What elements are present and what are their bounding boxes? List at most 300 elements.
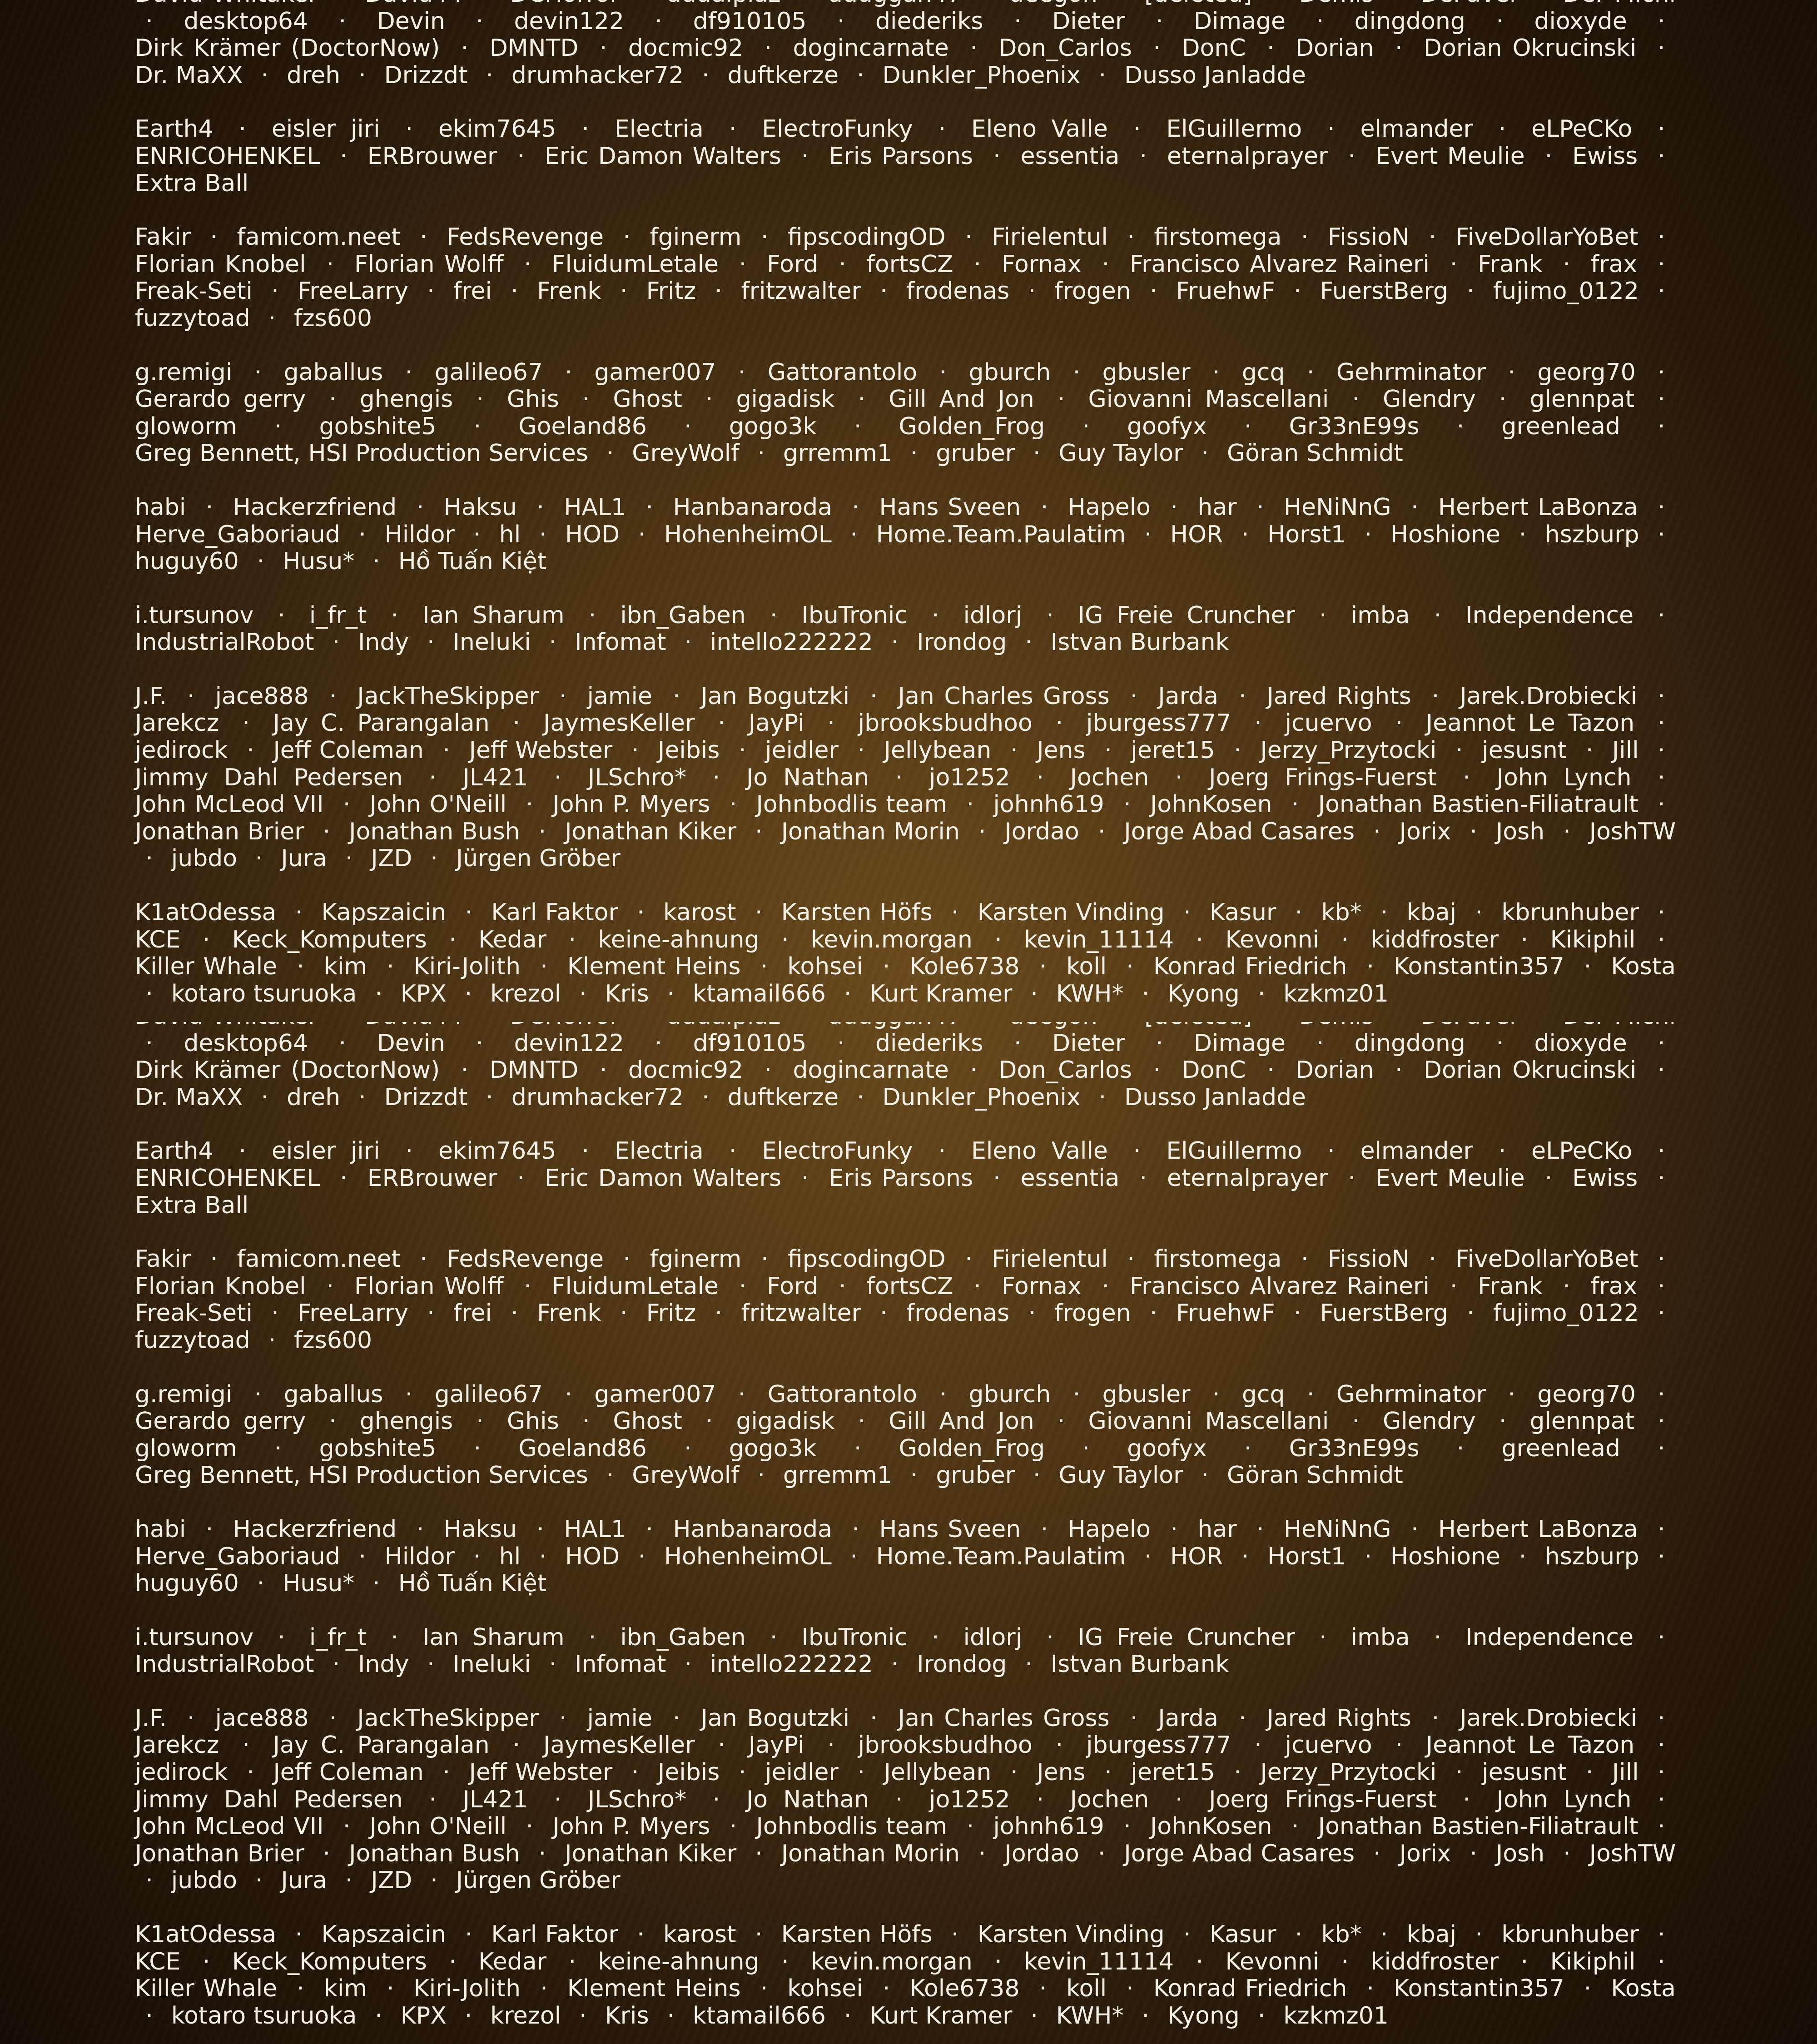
credit-name: jesusnt <box>1482 737 1567 764</box>
separator-dot: · <box>1330 926 1359 953</box>
credit-name: goofyx <box>1127 1435 1207 1462</box>
separator-dot: · <box>1072 1435 1100 1462</box>
credit-name: hl <box>499 521 521 548</box>
credit-name: intello222222 <box>710 629 873 656</box>
separator-dot: · <box>1142 35 1171 62</box>
credit-name: Kedar <box>478 926 546 953</box>
credit-name: Kris <box>605 980 649 1007</box>
separator-dot: · <box>1119 1705 1148 1732</box>
separator-dot: · <box>1003 8 1032 35</box>
separator-dot: · <box>1129 143 1157 170</box>
credit-name: FedsRevenge <box>447 1245 604 1273</box>
credit-name: jamie <box>587 683 652 710</box>
separator-dot: · <box>1647 8 1676 35</box>
separator-dot: · <box>728 251 757 278</box>
separator-dot: · <box>834 2002 862 2029</box>
credit-name: Florian Wolff <box>354 251 504 278</box>
credit-name: J.F. <box>135 683 167 710</box>
credit-name: Jeff Webster <box>469 1759 613 1786</box>
credit-name: kb* <box>1321 899 1361 926</box>
credit-name: Karsten Höfs <box>781 899 933 926</box>
credit-name: FreeLarry <box>298 1300 408 1327</box>
credit-name: Hồ Tuấn Kiệt <box>398 548 547 575</box>
separator-dot: · <box>1028 953 1057 980</box>
credit-name: Jan Charles Gross <box>898 683 1110 710</box>
separator-dot: · <box>376 1975 405 2002</box>
credit-name: gcq <box>1242 359 1285 386</box>
credit-name: John P. Myers <box>552 1813 710 1840</box>
credit-name: kbaj <box>1407 899 1456 926</box>
separator-dot: · <box>1647 1273 1676 1300</box>
credit-name: FruehwF <box>1176 278 1275 305</box>
separator-dot: · <box>284 899 313 926</box>
credit-name: ElectroFunky <box>762 115 913 143</box>
separator-dot: · <box>1647 764 1676 791</box>
credit-name: jo1252 <box>929 764 1010 791</box>
separator-dot: · <box>828 251 857 278</box>
credit-name: Jared Rights <box>1267 1705 1411 1732</box>
credit-name: KCE <box>135 926 180 953</box>
credit-name: famicom.neet <box>237 1245 401 1273</box>
credit-name: Hồ Tuấn Kiệt <box>398 1570 547 1597</box>
separator-dot: · <box>246 548 275 575</box>
credit-name: Jan Bogutzki <box>701 1705 850 1732</box>
separator-dot: · <box>1647 1543 1676 1570</box>
credit-name: Jochen <box>1070 764 1149 791</box>
separator-dot: · <box>1173 1921 1201 1948</box>
separator-dot: · <box>846 62 875 89</box>
credit-name: keine-ahnung <box>598 926 760 953</box>
credit-name: har <box>1197 1516 1236 1543</box>
credit-name: Jeff Coleman <box>273 1759 423 1786</box>
separator-dot: · <box>1062 359 1091 386</box>
separator-dot: · <box>395 115 423 143</box>
credit-name: Electria <box>615 1137 704 1165</box>
separator-dot: · <box>1647 1786 1676 1813</box>
separator-dot: · <box>528 1840 556 1867</box>
separator-dot: · <box>1465 899 1493 926</box>
separator-dot: · <box>1508 521 1537 548</box>
separator-dot: · <box>1647 223 1676 251</box>
credit-name: JLSchro* <box>588 1786 686 1813</box>
credit-name: Ineluki <box>453 629 531 656</box>
separator-dot: · <box>1000 737 1028 764</box>
credit-name: Don_Carlos <box>998 35 1132 62</box>
credit-name: JaymesKeller <box>543 709 695 737</box>
separator-dot: · <box>747 440 775 467</box>
credit-name: kotaro tsuruoka <box>171 980 357 1007</box>
credit-name: FiveDollarYoBet <box>1456 223 1638 251</box>
separator-dot: · <box>1244 1731 1272 1759</box>
separator-dot: · <box>228 1137 257 1165</box>
separator-dot: · <box>1647 143 1676 170</box>
credit-name: dioxyde <box>1534 8 1627 35</box>
separator-dot: · <box>362 1570 391 1597</box>
credit-name: df910105 <box>693 1030 807 1057</box>
credit-name: FissioN <box>1328 223 1410 251</box>
credit-name: Klement Heins <box>567 953 741 980</box>
separator-dot: · <box>526 494 555 521</box>
credit-name: koll <box>1066 1975 1107 2002</box>
credit-name: Don_Carlos <box>998 1057 1132 1084</box>
credit-name: Ewiss <box>1572 143 1638 170</box>
separator-dot: · <box>589 35 617 62</box>
separator-dot: · <box>329 1165 358 1192</box>
credit-name: JL421 <box>463 764 528 791</box>
separator-dot: · <box>312 1840 341 1867</box>
separator-dot: · <box>817 1731 845 1759</box>
separator-dot: · <box>1418 1245 1447 1273</box>
separator-dot: · <box>543 1786 572 1813</box>
credit-name: devin122 <box>514 8 624 35</box>
credit-name: georg70 <box>1537 359 1635 386</box>
credit-name: Florian Wolff <box>354 1273 504 1300</box>
credit-name: Freak-Seti <box>135 1300 253 1327</box>
separator-dot: · <box>1647 709 1676 737</box>
separator-dot: · <box>1553 818 1581 845</box>
credit-name: Kedar <box>478 1948 546 1975</box>
separator-dot: · <box>1094 737 1122 764</box>
credit-name: Kiri-Jolith <box>414 953 521 980</box>
separator-dot: · <box>1003 1030 1032 1057</box>
separator-dot: · <box>750 223 779 251</box>
separator-dot: · <box>454 2002 482 2029</box>
credit-name: jo1252 <box>929 1786 1010 1813</box>
separator-dot: · <box>286 953 315 980</box>
credit-name: Fritz <box>646 1300 696 1327</box>
credit-name: Jan Charles Gross <box>898 1705 1110 1732</box>
separator-dot: · <box>928 1137 956 1165</box>
credit-name: Horst1 <box>1267 521 1346 548</box>
credit-name: fortsCZ <box>867 251 953 278</box>
separator-dot: · <box>1341 386 1370 413</box>
separator-dot: · <box>1439 251 1468 278</box>
separator-dot: · <box>1534 1165 1563 1192</box>
credit-name: Irondog <box>917 1651 1007 1678</box>
credit-name: Jarek.Drobiecki <box>1460 1705 1637 1732</box>
credit-name: jace888 <box>215 1705 309 1732</box>
separator-dot: · <box>1122 1137 1151 1165</box>
separator-dot: · <box>612 223 641 251</box>
separator-dot: · <box>409 1245 438 1273</box>
separator-dot: · <box>847 386 876 413</box>
separator-dot: · <box>1330 1948 1359 1975</box>
credit-name: Dieter <box>1052 1030 1125 1057</box>
separator-dot: · <box>1647 737 1676 764</box>
separator-dot: · <box>1284 899 1313 926</box>
separator-dot: · <box>558 1948 586 1975</box>
credit-name: HeNiNnG <box>1284 1516 1391 1543</box>
separator-dot: · <box>332 1813 361 1840</box>
separator-dot: · <box>656 2002 685 2029</box>
separator-dot: · <box>318 683 347 710</box>
credit-name: Keck_Komputers <box>232 926 427 953</box>
separator-dot: · <box>702 1786 730 1813</box>
credit-name: Hoshione <box>1390 1543 1500 1570</box>
separator-dot: · <box>1185 926 1214 953</box>
credit-name: greenlead <box>1501 413 1620 440</box>
separator-dot: · <box>1020 980 1048 1007</box>
credit-name: Jens <box>1037 737 1085 764</box>
separator-dot: · <box>409 223 438 251</box>
credit-name: Evert Meulie <box>1375 143 1525 170</box>
separator-dot: · <box>662 683 691 710</box>
credit-name: Kole6738 <box>909 1975 1019 2002</box>
separator-dot: · <box>928 115 956 143</box>
credit-name: Electria <box>615 115 704 143</box>
credit-name: Kevonni <box>1226 926 1319 953</box>
separator-dot: · <box>941 1921 969 1948</box>
separator-dot: · <box>1091 1273 1120 1300</box>
separator-dot: · <box>747 1462 775 1489</box>
credit-name: Jonathan Kiker <box>565 818 736 845</box>
separator-dot: · <box>432 737 461 764</box>
separator-dot: · <box>1131 980 1160 1007</box>
separator-dot: · <box>1647 115 1676 143</box>
separator-dot: · <box>941 899 969 926</box>
credit-name: HAL1 <box>564 494 626 521</box>
credit-name: jeret15 <box>1131 737 1215 764</box>
separator-dot: · <box>1459 1840 1488 1867</box>
credit-name: Jonathan Morin <box>781 818 960 845</box>
credit-name: frogen <box>1054 1300 1131 1327</box>
credit-name: Kasur <box>1210 899 1276 926</box>
credit-name: ghengis <box>360 386 453 413</box>
credit-name: Göran Schmidt <box>1227 440 1403 467</box>
separator-dot: · <box>718 1137 747 1165</box>
separator-dot: · <box>1173 899 1201 926</box>
separator-dot: · <box>1165 1786 1193 1813</box>
separator-dot: · <box>195 1516 223 1543</box>
separator-dot: · <box>727 1381 756 1408</box>
separator-dot: · <box>1087 1840 1116 1867</box>
separator-dot: · <box>571 386 600 413</box>
separator-dot: · <box>984 1948 1013 1975</box>
credit-name: Jared Rights <box>1267 683 1411 710</box>
credit-name: Kapszaicin <box>322 899 447 926</box>
separator-dot: · <box>538 1651 567 1678</box>
credit-name: Gerardo gerry <box>135 386 306 413</box>
separator-dot: · <box>963 1273 992 1300</box>
credit-name: Golden_Frog <box>899 1435 1045 1462</box>
separator-dot: · <box>135 1867 164 1894</box>
separator-dot: · <box>1283 1300 1312 1327</box>
credit-name: ENRICOHENKEL <box>135 143 320 170</box>
credit-name: Jochen <box>1070 1786 1149 1813</box>
credit-name: Frank <box>1478 251 1542 278</box>
separator-dot: · <box>362 548 391 575</box>
credit-name: Devin <box>377 1030 445 1057</box>
separator-dot: · <box>549 1705 577 1732</box>
separator-dot: · <box>528 521 557 548</box>
separator-dot: · <box>674 1651 702 1678</box>
separator-dot: · <box>1026 1786 1054 1813</box>
separator-dot: · <box>1030 494 1058 521</box>
credit-name: Giovanni Mascellani <box>1088 386 1329 413</box>
credit-name: Gattorantolo <box>768 359 917 386</box>
credit-name: jburgess777 <box>1086 1731 1231 1759</box>
credit-name: Goeland86 <box>518 413 647 440</box>
credit-name: Firielentul <box>992 223 1108 251</box>
credit-name: keine-ahnung <box>598 1948 760 1975</box>
separator-dot: · <box>728 1273 757 1300</box>
separator-dot: · <box>530 1975 558 2002</box>
credit-name: KCE <box>135 1948 180 1975</box>
separator-dot: · <box>1647 1624 1676 1651</box>
separator-dot: · <box>1488 1137 1516 1165</box>
credit-name: Jonathan Kiker <box>565 1840 736 1867</box>
credit-name: fginerm <box>650 223 742 251</box>
credit-name: ElectroFunky <box>762 1137 913 1165</box>
separator-dot: · <box>135 845 164 872</box>
separator-dot: · <box>1223 737 1252 764</box>
separator-dot: · <box>506 1165 535 1192</box>
separator-dot: · <box>418 764 447 791</box>
separator-dot: · <box>192 926 220 953</box>
separator-dot: · <box>1231 521 1260 548</box>
separator-dot: · <box>1088 62 1117 89</box>
separator-dot: · <box>1131 2002 1160 2029</box>
separator-dot: · <box>513 1273 542 1300</box>
credit-name: John O'Neill <box>370 1813 506 1840</box>
credit-name: Jorix <box>1400 818 1451 845</box>
credit-name: gloworm <box>135 413 237 440</box>
separator-dot: · <box>771 1948 799 1975</box>
separator-dot: · <box>135 2002 164 2029</box>
separator-dot: · <box>1026 764 1054 791</box>
credit-name: i.tursunov <box>135 602 253 629</box>
credit-name: Konstantin357 <box>1394 953 1564 980</box>
credit-name: jeidler <box>765 737 839 764</box>
credit-name: Dirk Krämer (DoctorNow) <box>135 1057 440 1084</box>
credit-name: Francisco Alvarez Raineri <box>1130 251 1430 278</box>
separator-dot: · <box>1647 1381 1676 1408</box>
separator-dot: · <box>462 1543 491 1570</box>
credit-name: kevin_11114 <box>1024 1948 1174 1975</box>
credit-name: dreh <box>287 1084 340 1111</box>
credit-name: Kurt Kramer <box>869 980 1012 1007</box>
credit-name: Kikiphil <box>1550 926 1636 953</box>
credit-name: Jo Nathan <box>746 764 869 791</box>
credit-name: jbrooksbudhoo <box>858 709 1033 737</box>
separator-dot: · <box>1510 1948 1539 1975</box>
credit-name: Independence <box>1465 1624 1633 1651</box>
credit-name: jamie <box>587 1705 652 1732</box>
separator-dot: · <box>232 1731 260 1759</box>
credit-name: Göran Schmidt <box>1227 1462 1403 1489</box>
credit-name: Jarekcz <box>135 709 219 737</box>
separator-dot: · <box>707 1731 736 1759</box>
separator-dot: · <box>1647 1705 1676 1732</box>
separator-dot: · <box>515 791 544 818</box>
credit-name: Jay C. Parangalan <box>273 709 490 737</box>
credit-name: Hanbanaroda <box>673 1516 832 1543</box>
separator-dot: · <box>243 359 272 386</box>
separator-dot: · <box>707 709 736 737</box>
credit-name: drumhacker72 <box>511 1084 684 1111</box>
separator-dot: · <box>1552 251 1581 278</box>
credit-name: John P. Myers <box>552 791 710 818</box>
credit-name: fipscodingOD <box>788 1245 946 1273</box>
credit-name: Gill And Jon <box>889 386 1034 413</box>
credit-name: Eric Damon Walters <box>545 1165 781 1192</box>
credit-name: ibn_Gaben <box>620 602 746 629</box>
separator-dot: · <box>417 278 445 305</box>
credit-name: Ghis <box>507 386 559 413</box>
separator-dot: · <box>1113 791 1142 818</box>
separator-dot: · <box>754 35 782 62</box>
credit-name: Jonathan Bastien-Filiatrault <box>1318 791 1638 818</box>
separator-dot: · <box>727 359 756 386</box>
separator-dot: · <box>869 278 898 305</box>
credit-name: Herbert LaBonza <box>1438 494 1638 521</box>
credit-name: Istvan Burbank <box>1051 629 1229 656</box>
credit-name: jace888 <box>215 683 309 710</box>
credit-name: ibn_Gaben <box>620 1624 746 1651</box>
separator-dot: · <box>609 1300 638 1327</box>
credit-name: Konrad Friedrich <box>1153 953 1347 980</box>
credit-name: Kole6738 <box>909 953 1019 980</box>
separator-dot: · <box>1291 223 1319 251</box>
separator-dot: · <box>1234 413 1262 440</box>
credit-name: Kapszaicin <box>322 1921 447 1948</box>
credit-name: Ford <box>767 251 818 278</box>
separator-dot: · <box>1647 1300 1676 1327</box>
separator-dot: · <box>744 1921 773 1948</box>
separator-dot: · <box>1018 1300 1046 1327</box>
separator-dot: · <box>1647 1921 1676 1948</box>
separator-dot: · <box>1552 1273 1581 1300</box>
separator-dot: · <box>1284 1921 1313 1948</box>
separator-dot: · <box>528 818 556 845</box>
credit-name: Josh <box>1496 818 1544 845</box>
credit-name: Devin <box>377 8 445 35</box>
credit-name: fuzzytoad <box>135 305 250 332</box>
credit-name: Eleno Valle <box>971 1137 1108 1165</box>
credit-name: Karsten Höfs <box>781 1921 933 1948</box>
credit-name: krezol <box>490 980 561 1007</box>
credit-name: Frenk <box>537 278 601 305</box>
credit-name: IndustrialRobot <box>135 629 314 656</box>
separator-dot: · <box>846 1084 875 1111</box>
credit-name: gruber <box>936 1462 1015 1489</box>
separator-dot: · <box>872 1975 900 2002</box>
credit-name: JoshTW <box>1589 818 1676 845</box>
credit-name: grremm1 <box>783 1462 892 1489</box>
credit-name: Jerzy_Przytocki <box>1260 737 1436 764</box>
separator-dot: · <box>506 143 535 170</box>
separator-dot: · <box>1134 1543 1162 1570</box>
separator-dot: · <box>695 386 724 413</box>
separator-dot: · <box>1256 1057 1285 1084</box>
credit-name: FuerstBerg <box>1320 278 1448 305</box>
credit-name: Gehrminator <box>1336 1381 1486 1408</box>
separator-dot: · <box>900 1462 928 1489</box>
separator-dot: · <box>454 980 482 1007</box>
credit-name: Ford <box>767 1273 818 1300</box>
separator-dot: · <box>463 1435 491 1462</box>
credit-name: Hackerzfriend <box>233 1516 397 1543</box>
separator-dot: · <box>267 1624 296 1651</box>
separator-dot: · <box>554 1381 583 1408</box>
credit-name: Jimmy Dahl Pedersen <box>135 764 403 791</box>
credit-name: Kiri-Jolith <box>414 1975 521 2002</box>
separator-dot: · <box>839 1543 868 1570</box>
credit-name: kbrunhuber <box>1501 1921 1639 1948</box>
credit-name: Kosta <box>1611 1975 1676 2002</box>
credit-name: drumhacker72 <box>511 62 684 89</box>
separator-dot: · <box>1023 440 1051 467</box>
